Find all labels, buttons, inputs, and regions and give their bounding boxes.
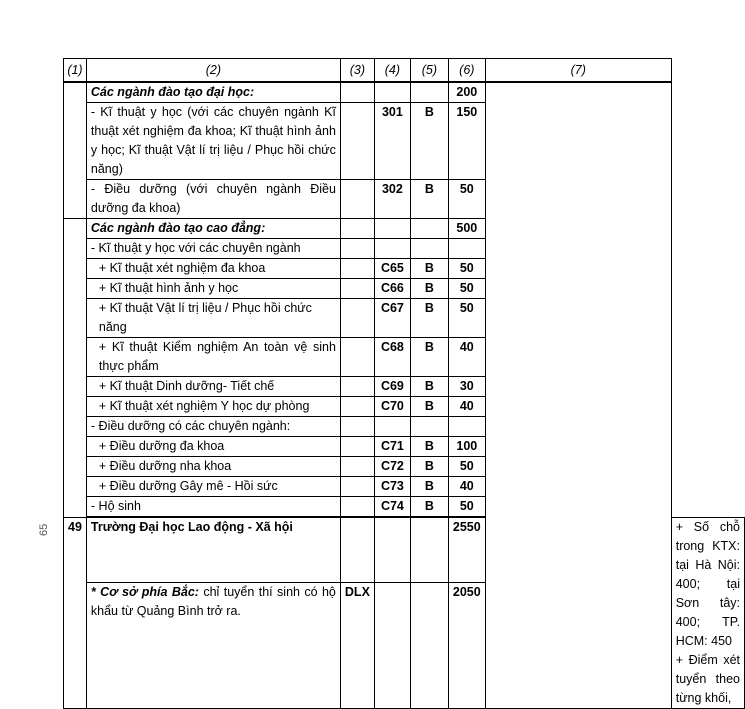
quota: 50 <box>448 180 485 219</box>
major-name: - Hộ sinh <box>86 497 340 518</box>
code-cell <box>340 180 374 219</box>
major-code-cell <box>374 583 410 708</box>
table-row <box>64 82 745 103</box>
school-notes <box>671 517 744 708</box>
major-code: C73 <box>374 477 410 497</box>
header-col-1: (1) <box>64 59 87 83</box>
dorm-note: + Số chỗ trong KTX: tại Hà Nội: 400; tại Sơn tây: 400; TP. HCM: 450 <box>675 519 740 648</box>
major-name: + Điều dưỡng Gây mê - Hồi sức <box>86 477 340 497</box>
exam-block: B <box>410 437 448 457</box>
quota: 50 <box>448 279 485 299</box>
exam-block: B <box>410 180 448 219</box>
header-col-3: (3) <box>340 59 374 83</box>
score-note: + Điểm xét tuyển theo từng khối, <box>675 652 740 705</box>
major-code: C69 <box>374 377 410 397</box>
quota-cell: 200 <box>448 82 485 103</box>
block-cell <box>410 583 448 708</box>
major-group: - Kĩ thuật y học với các chuyên ngành <box>86 239 340 259</box>
admissions-table <box>63 58 745 709</box>
major-code-cell <box>374 219 410 239</box>
campus-text: chỉ tuyển thí sinh có hộ khẩu từ Quảng Bình trở ra. <box>90 585 336 619</box>
major-code: C65 <box>374 259 410 279</box>
code-cell <box>340 377 374 397</box>
exam-block: B <box>410 397 448 417</box>
major-code: C74 <box>374 497 410 518</box>
quota: 50 <box>448 259 485 279</box>
code-cell <box>340 239 374 259</box>
block-cell <box>410 239 448 259</box>
quota: 150 <box>448 103 485 180</box>
code-cell <box>340 457 374 477</box>
quota-cell <box>448 417 485 437</box>
code-cell <box>340 497 374 518</box>
block-cell <box>410 219 448 239</box>
major-name: + Kĩ thuật xét nghiệm đa khoa <box>86 259 340 279</box>
major-code-cell <box>374 239 410 259</box>
code-cell <box>340 517 374 583</box>
exam-block: B <box>410 477 448 497</box>
header-col-5: (5) <box>410 59 448 83</box>
school-code: DLX <box>340 583 374 708</box>
major-code: C66 <box>374 279 410 299</box>
code-cell <box>340 417 374 437</box>
exam-block: B <box>410 103 448 180</box>
exam-block: B <box>410 279 448 299</box>
major-code: C71 <box>374 437 410 457</box>
quota: 40 <box>448 477 485 497</box>
major-name: + Kĩ thuật hình ảnh y học <box>86 279 340 299</box>
code-cell <box>340 259 374 279</box>
major-code: C67 <box>374 299 410 338</box>
quota: 50 <box>448 497 485 518</box>
code-cell <box>340 82 374 103</box>
quota: 30 <box>448 377 485 397</box>
major-name: + Kĩ thuật Kiểm nghiệm An toàn vệ sinh thực phẩm <box>86 338 340 377</box>
major-name: + Kĩ thuật Vật lí trị liệu / Phục hồi chức năng <box>86 299 340 338</box>
exam-block: B <box>410 457 448 477</box>
major-name: - Kĩ thuật y học (với các chuyên ngành Kĩ thuật xét nghiệm đa khoa; Kĩ thuật hình ảnh y học; Kĩ thuật Vật lí trị liệu / Phục hồi chức năng) <box>86 103 340 180</box>
exam-block: B <box>410 497 448 518</box>
major-code: 302 <box>374 180 410 219</box>
quota: 50 <box>448 457 485 477</box>
code-cell <box>340 437 374 457</box>
major-code-cell <box>374 417 410 437</box>
major-code: C68 <box>374 338 410 377</box>
major-code: 301 <box>374 103 410 180</box>
major-code: C70 <box>374 397 410 417</box>
exam-block: B <box>410 259 448 279</box>
major-code-cell <box>374 517 410 583</box>
code-cell <box>340 477 374 497</box>
major-name: + Kĩ thuật Dinh dưỡng- Tiết chế <box>86 377 340 397</box>
school-number: 49 <box>64 517 87 708</box>
major-code-cell <box>374 82 410 103</box>
header-col-2: (2) <box>86 59 340 83</box>
code-cell <box>340 279 374 299</box>
campus-label: * Cơ sở phía Bắc: <box>90 585 199 600</box>
major-name: - Điều dưỡng (với chuyên ngành Điều dưỡng đa khoa) <box>86 180 340 219</box>
quota: 100 <box>448 437 485 457</box>
block-cell <box>410 517 448 583</box>
major-group: - Điều dưỡng có các chuyên ngành: <box>86 417 340 437</box>
quota-cell <box>448 239 485 259</box>
code-cell <box>340 219 374 239</box>
school-total: 2550 <box>448 517 485 583</box>
major-name: + Điều dưỡng đa khoa <box>86 437 340 457</box>
major-code: C72 <box>374 457 410 477</box>
quota: 40 <box>448 338 485 377</box>
major-name: + Điều dưỡng nha khoa <box>86 457 340 477</box>
code-cell <box>340 338 374 377</box>
block-cell <box>410 417 448 437</box>
code-cell <box>340 103 374 180</box>
quota: 40 <box>448 397 485 417</box>
header-row <box>64 59 745 83</box>
section-heading-college: Các ngành đào tạo cao đẳng: <box>86 219 340 239</box>
section-heading-university: Các ngành đào tạo đại học: <box>86 82 340 103</box>
campus-description <box>86 583 340 708</box>
row-number-cell <box>64 82 87 219</box>
exam-block: B <box>410 338 448 377</box>
row-number-cell <box>64 219 87 518</box>
exam-block: B <box>410 377 448 397</box>
block-cell <box>410 82 448 103</box>
exam-block: B <box>410 299 448 338</box>
school-name: Trường Đại học Lao động - Xã hội <box>86 517 340 583</box>
code-cell <box>340 397 374 417</box>
major-name: + Kĩ thuật xét nghiệm Y học dự phòng <box>86 397 340 417</box>
quota: 50 <box>448 299 485 338</box>
quota-cell: 500 <box>448 219 485 239</box>
notes-cell <box>485 82 671 708</box>
header-col-4: (4) <box>374 59 410 83</box>
code-cell <box>340 299 374 338</box>
page-number: 65 <box>38 523 50 536</box>
header-col-7: (7) <box>485 59 671 83</box>
campus-total: 2050 <box>448 583 485 708</box>
header-col-6: (6) <box>448 59 485 83</box>
